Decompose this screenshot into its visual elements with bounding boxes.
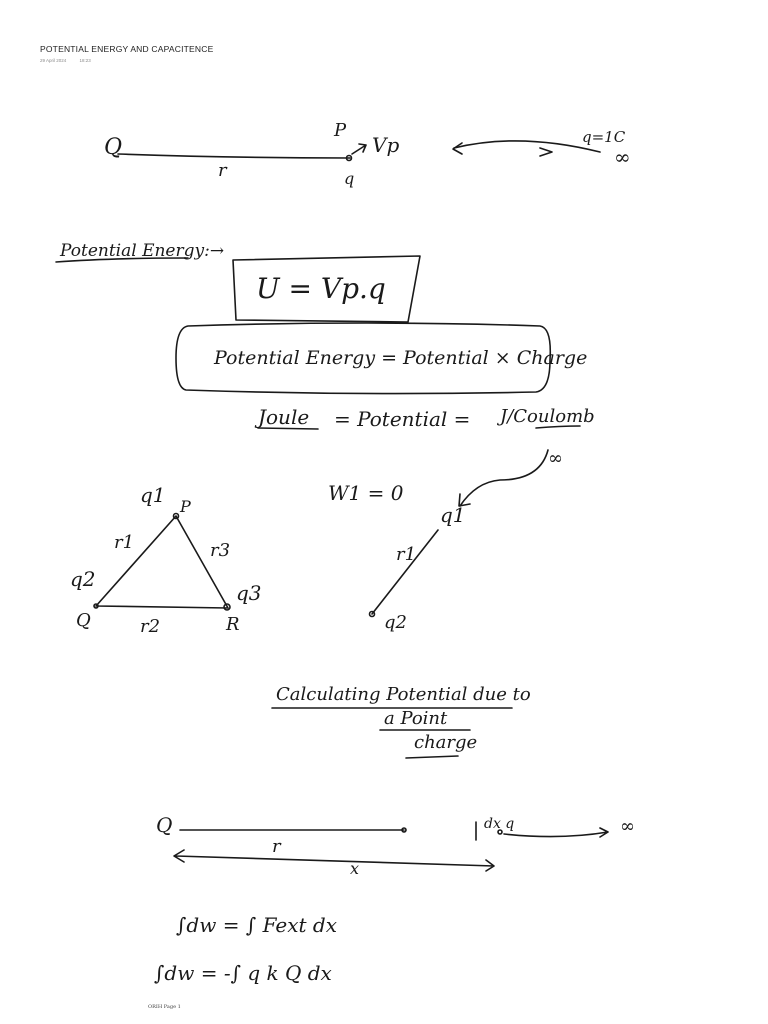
- triangle-r1: r1: [114, 532, 135, 553]
- triangle-P: P: [180, 497, 191, 516]
- calc-line-1: Calculating Potential due to: [276, 684, 531, 705]
- heading-potential-energy: [56, 241, 224, 262]
- diag2-x-line: [174, 850, 494, 871]
- point-P-label: P: [334, 120, 347, 141]
- triangle-diagram: [70, 483, 262, 637]
- work-q1: q1: [440, 503, 466, 527]
- potential-Vp-label: Vp: [372, 133, 400, 157]
- diag2-Q: Q: [156, 813, 173, 837]
- calc-line-2: a Point: [384, 708, 448, 729]
- test-charge-q-label: q: [344, 169, 355, 188]
- calc-line-3: charge: [414, 732, 478, 753]
- distance-line: [118, 154, 350, 158]
- page-title: POTENTIAL ENERGY AND CAPACITENCE: [40, 44, 214, 54]
- integral-line-2: ∫dw = -∫ q k Q dx: [154, 961, 332, 985]
- svg-text:Potential Energy:→: Potential Energy:→: [60, 241, 225, 261]
- diagram-charge-at-point: [104, 120, 631, 188]
- diag2-dx-q: dx q: [484, 816, 515, 832]
- separation-line: [372, 530, 438, 614]
- units-J-per-coulomb: J/Coulomb: [500, 406, 595, 427]
- approach-curve: [459, 450, 548, 506]
- arrowhead-left: [453, 143, 462, 154]
- units-potential: = Potential =: [334, 407, 471, 431]
- triangle-Q: Q: [76, 610, 91, 631]
- diag2-x-label: x: [350, 859, 360, 878]
- page-footer: ORIH Page 1: [148, 1004, 181, 1010]
- distance-r-label: r: [218, 160, 227, 181]
- formula-words-text: Potential Energy = Potential × Charge: [214, 347, 588, 369]
- work-diagram: [328, 448, 563, 633]
- triangle-shape: [96, 516, 231, 608]
- charge-Q-label: Q: [104, 135, 123, 160]
- triangle-q1: q1: [140, 483, 166, 507]
- arrow-to-Vp: [352, 144, 366, 154]
- triangle-r3: r3: [210, 540, 231, 561]
- integral-equations: [154, 913, 337, 985]
- triangle-q3: q3: [236, 581, 262, 605]
- triangle-q2: q2: [70, 567, 96, 591]
- formula-U-text: U = Vp.q: [256, 272, 386, 305]
- formula-box-U: [233, 256, 420, 322]
- work-W1: W1 = 0: [328, 481, 404, 505]
- infinity-label: ∞: [614, 145, 631, 169]
- units-line: [254, 405, 595, 431]
- diagram-point-charge-integration: [156, 813, 635, 878]
- page-date: 29 April 2024: [40, 58, 67, 63]
- infinity-path: [454, 141, 600, 156]
- diag2-r-label: r: [272, 836, 281, 857]
- diag2-inf: ∞: [620, 816, 635, 837]
- work-r1: r1: [396, 544, 417, 565]
- heading-calculating-potential: [272, 684, 531, 758]
- work-inf: ∞: [548, 448, 563, 469]
- triangle-r2: r2: [140, 616, 161, 637]
- integral-line-1: ∫dw = ∫ Fext dx: [176, 913, 337, 937]
- triangle-R: R: [226, 614, 240, 635]
- q-equals-1C-label: q=1C: [582, 128, 626, 146]
- work-q2: q2: [384, 612, 407, 633]
- units-joule: Joule: [258, 405, 310, 429]
- formula-box-words: [176, 323, 587, 394]
- page-time: 18:23: [79, 58, 91, 63]
